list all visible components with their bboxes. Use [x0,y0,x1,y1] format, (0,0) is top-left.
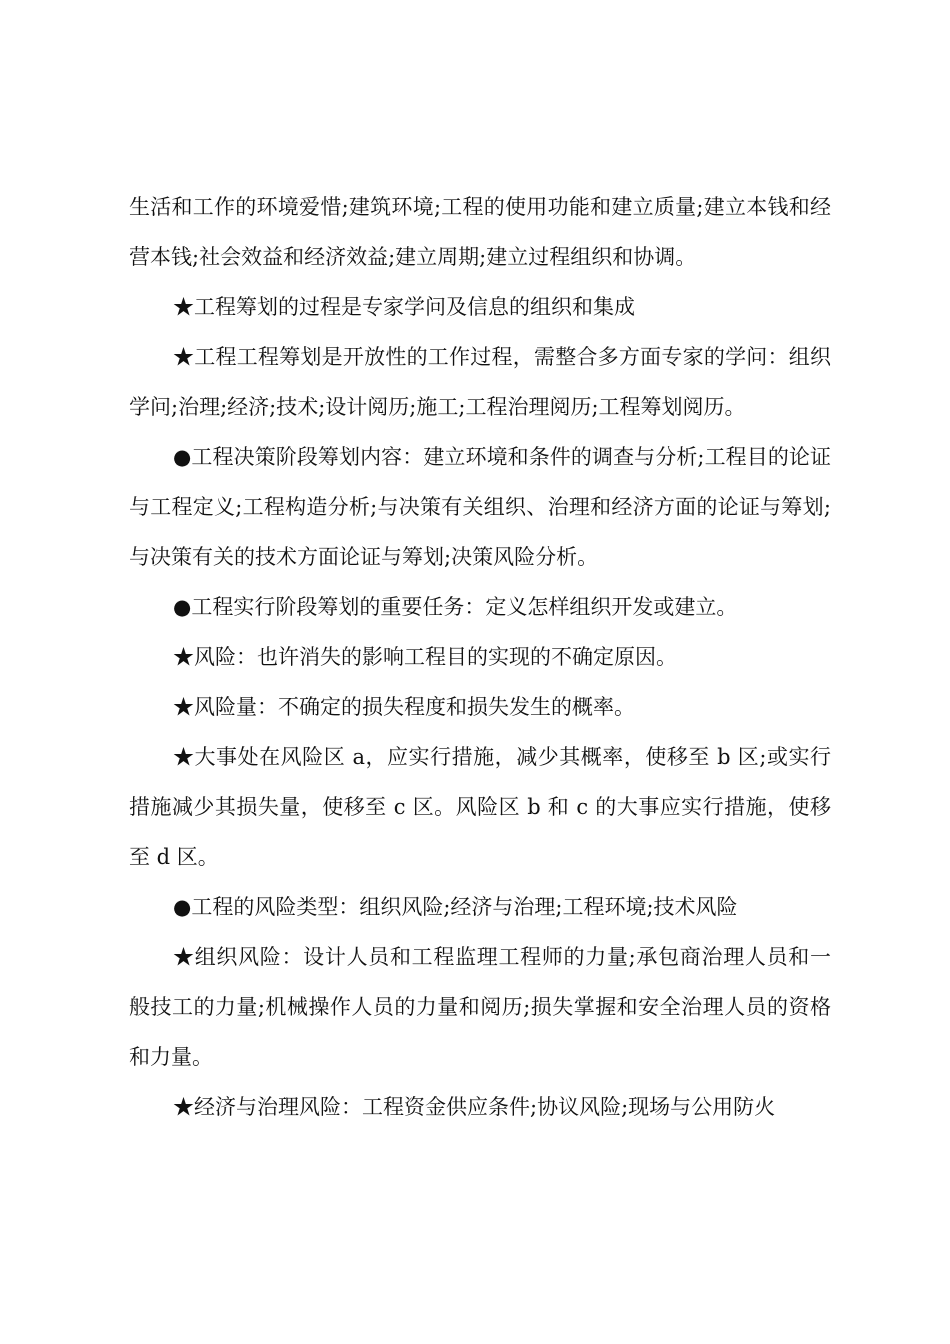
paragraph-risk-types: ●工程的风险类型：组织风险;经济与治理;工程环境;技术风险 [173,895,738,919]
paragraph-implementation-stage: ●工程实行阶段筹划的重要任务：定义怎样组织开发或建立。 [173,595,738,619]
paragraph-risk-definition: ★风险：也许消失的影响工程目的实现的不确定原因。 [173,645,677,669]
document-body [129,182,831,1132]
paragraph-organization-risk: ★组织风险：设计人员和工程监理工程师的力量;承包商治理人员和一般技工的力量;机械操作人员的力量和阅历;损失掌握和安全治理人员的资格和力量。 [129,945,831,1069]
paragraph-planning-process: ★工程筹划的过程是专家学问及信息的组织和集成 [173,295,635,319]
paragraph-open-process: ★工程工程筹划是开放性的工作过程，需整合多方面专家的学问：组织学问;治理;经济;技术;设计阅历;施工;工程治理阅历;工程筹划阅历。 [129,345,831,419]
paragraph-economic-risk: ★经济与治理风险：工程资金供应条件;协议风险;现场与公用防火 [173,1095,776,1119]
paragraph-decision-stage: ●工程决策阶段筹划内容：建立环境和条件的调查与分析;工程目的论证与工程定义;工程构造分析;与决策有关组织、治理和经济方面的论证与筹划;与决策有关的技术方面论证与筹划;决策风险分析。 [129,445,831,569]
paragraph-risk-zones: ★大事处在风险区 a，应实行措施，减少其概率，使移至 b 区;或实行措施减少其损失量，使移至 c 区。风险区 b 和 c 的大事应实行措施，使移至 d 区。 [129,745,831,869]
paragraph-risk-amount: ★风险量：不确定的损失程度和损失发生的概率。 [173,695,635,719]
paragraph-continuation: 生活和工作的环境爱惜;建筑环境;工程的使用功能和建立质量;建立本钱和经营本钱;社会效益和经济效益;建立周期;建立过程组织和协调。 [129,195,831,269]
